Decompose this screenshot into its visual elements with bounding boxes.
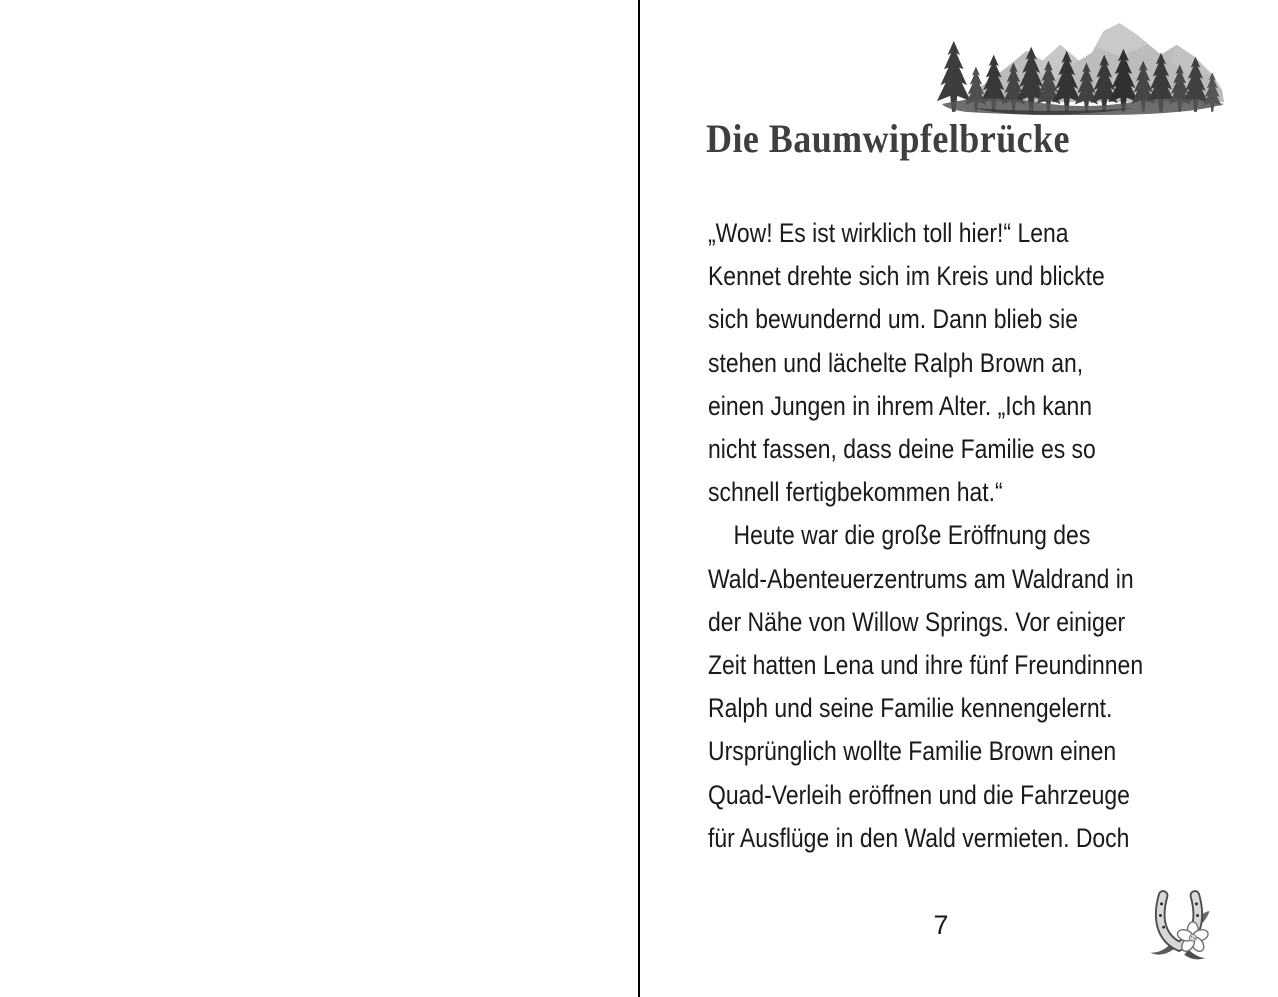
text-line: einen Jungen in ihrem Alter. „Ich kann (708, 390, 1093, 421)
right-page (640, 0, 1278, 997)
chapter-title: Die Baumwipfelbrücke (706, 116, 1070, 161)
text-line: Ralph und seine Familie kennengelernt. (708, 693, 1113, 724)
text-line: für Ausflüge in den Wald vermieten. Doch (708, 822, 1130, 853)
left-page-blank (0, 0, 638, 997)
text-line: Quad-Verleih eröffnen und die Fahrzeuge (708, 779, 1130, 810)
text-line: der Nähe von Willow Springs. Vor einiger (708, 606, 1126, 637)
text-line: „Wow! Es ist wirklich toll hier!“ Lena (708, 218, 1069, 248)
text-line: schnell fertigbekommen hat.“ (708, 477, 1003, 508)
text-line: Wald-Abenteuerzentrums am Waldrand in (708, 563, 1134, 594)
text-line: sich bewundernd um. Dann blieb sie (708, 304, 1078, 335)
text-line: Ursprünglich wollte Familie Brown einen (708, 736, 1117, 767)
text-line: Kennet drehte sich im Kreis und blickte (708, 261, 1105, 292)
page-number: 7 (933, 910, 949, 940)
text-line: stehen und lächelte Ralph Brown an, (708, 347, 1084, 378)
horseshoe-flower-icon (1146, 888, 1212, 960)
text-line: nicht fassen, dass deine Familie es so (708, 434, 1096, 465)
text-line: Zeit hatten Lena und ihre fünf Freundinnen (708, 650, 1144, 681)
text-line-paragraph-start: Heute war die große Eröffnung des (733, 520, 1091, 551)
story-text (708, 212, 1143, 860)
forest-mountains-icon (936, 16, 1232, 117)
